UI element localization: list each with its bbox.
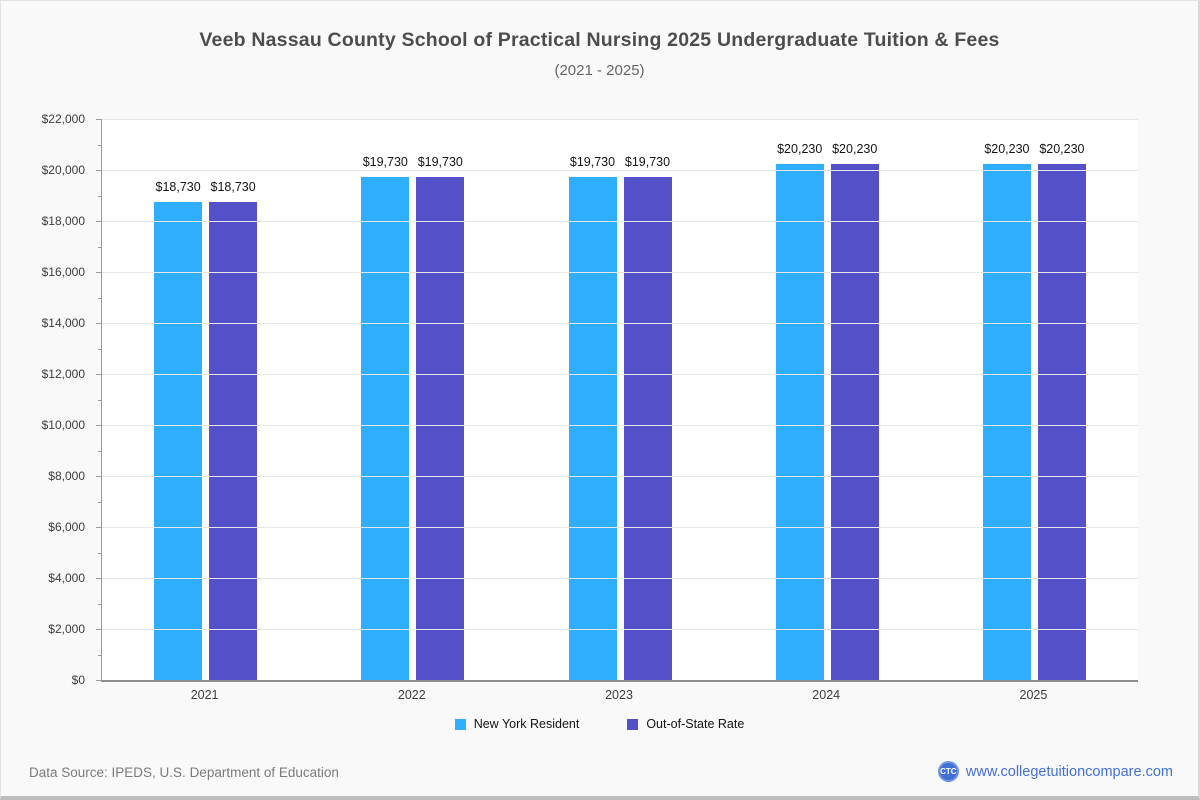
x-axis-label-2023: 2023 (605, 688, 633, 702)
chart-legend (1, 717, 1198, 731)
bar-out-of-state-rate-2024[interactable] (831, 142, 879, 680)
y-axis-tick-label: $6,000 (48, 520, 85, 534)
y-axis-tick-label: $18,000 (41, 214, 85, 228)
legend-item-out-of-state-rate[interactable] (627, 717, 744, 731)
x-axis (101, 688, 1137, 702)
bar-value-label: $20,230 (832, 142, 878, 157)
y-axis-minor-tick (98, 451, 102, 452)
bar-new-york-resident-2022[interactable] (361, 154, 409, 680)
bar-value-label: $18,730 (155, 180, 201, 195)
y-axis-minor-tick (98, 247, 102, 248)
bar-out-of-state-rate-2023[interactable] (624, 154, 672, 680)
bar-new-york-resident-2025[interactable] (983, 142, 1031, 680)
y-axis-major-tick (96, 476, 102, 477)
y-axis-major-tick (96, 272, 102, 273)
bar-group-2021 (102, 119, 309, 680)
y-axis-tick-label: $8,000 (48, 469, 85, 483)
x-axis-label-2021: 2021 (190, 688, 219, 702)
y-axis-major-tick (96, 425, 102, 426)
chart-subtitle: (2021 - 2025) (554, 62, 645, 79)
y-axis-major-tick (96, 374, 102, 375)
y-axis-tick-label: $22,000 (41, 112, 85, 126)
y-axis-major-tick (96, 323, 102, 324)
y-axis-minor-tick (98, 400, 102, 401)
gridline (102, 578, 1138, 579)
gridline (102, 374, 1138, 375)
bar-group-2023 (516, 119, 723, 680)
gridline (102, 527, 1138, 528)
legend-label: New York Resident (473, 717, 580, 731)
y-axis-tick-label: $2,000 (48, 622, 85, 636)
y-axis-tick-label: $4,000 (48, 571, 85, 585)
x-axis-label-2025: 2025 (1019, 688, 1048, 702)
bar-value-label: $20,230 (1039, 142, 1085, 157)
gridline (102, 119, 1138, 120)
bar-series-container (102, 119, 1138, 680)
gridline (102, 170, 1138, 171)
y-axis-tick-label: $0 (71, 673, 85, 687)
bar-value-label: $19,730 (624, 154, 671, 169)
gridline (102, 221, 1138, 222)
y-axis-minor-tick (98, 145, 102, 146)
y-axis-minor-tick (98, 655, 102, 656)
gridline (102, 272, 1138, 273)
bar-value-label: $18,730 (210, 180, 256, 195)
legend-label: Out-of-State Rate (646, 717, 745, 731)
bar-group-2022 (309, 119, 516, 680)
data-source-note: Data Source: IPEDS, U.S. Department of Education (29, 765, 339, 780)
y-axis-major-tick (96, 629, 102, 630)
chart-title: Veeb Nassau County School of Practical Nursing 2025 Undergraduate Tuition & Fees (199, 29, 1000, 51)
gridline (102, 476, 1138, 477)
bar-group-2024 (724, 119, 931, 680)
ctc-logo-icon: CTC (938, 761, 959, 782)
bar-new-york-resident-2021[interactable] (154, 180, 202, 680)
bar-new-york-resident-2024[interactable] (776, 142, 824, 680)
x-axis-label-2022: 2022 (397, 688, 426, 702)
y-axis-tick-label: $20,000 (41, 163, 85, 177)
bar-value-label: $19,730 (362, 154, 408, 169)
bar-out-of-state-rate-2021[interactable] (209, 180, 257, 680)
y-axis-major-tick (96, 680, 102, 681)
y-axis-minor-tick (98, 553, 102, 554)
bar-value-label: $19,730 (569, 154, 616, 169)
bar-new-york-resident-2023[interactable] (569, 154, 617, 680)
bar-out-of-state-rate-2022[interactable] (416, 154, 464, 680)
gridline (102, 629, 1138, 630)
y-axis-minor-tick (98, 349, 102, 350)
bar-value-label: $20,230 (984, 142, 1030, 157)
plot-area (101, 119, 1138, 682)
y-axis-tick-label: $14,000 (41, 316, 85, 330)
bar-group-2025 (931, 119, 1138, 680)
bar-out-of-state-rate-2025[interactable] (1038, 142, 1086, 680)
legend-item-new-york-resident[interactable] (455, 717, 580, 731)
y-axis-major-tick (96, 578, 102, 579)
y-axis-major-tick (96, 527, 102, 528)
bar-value-label: $20,230 (777, 142, 823, 157)
website-link[interactable]: www.collegetuitioncompare.com (965, 763, 1173, 780)
y-axis-minor-tick (98, 298, 102, 299)
y-axis (1, 112, 95, 687)
legend-swatch-icon (627, 719, 638, 730)
y-axis-minor-tick (98, 604, 102, 605)
y-axis-major-tick (96, 119, 102, 120)
y-axis-tick-label: $10,000 (41, 418, 85, 432)
y-axis-tick-label: $12,000 (41, 367, 85, 381)
brand-footer (938, 761, 1173, 782)
gridline (102, 323, 1138, 324)
y-axis-minor-tick (98, 196, 102, 197)
y-axis-minor-tick (98, 502, 102, 503)
y-axis-major-tick (96, 170, 102, 171)
y-axis-major-tick (96, 221, 102, 222)
legend-swatch-icon (455, 719, 466, 730)
bar-value-label: $19,730 (417, 154, 463, 169)
y-axis-tick-label: $16,000 (41, 265, 85, 279)
x-axis-label-2024: 2024 (812, 688, 841, 702)
gridline (102, 425, 1138, 426)
